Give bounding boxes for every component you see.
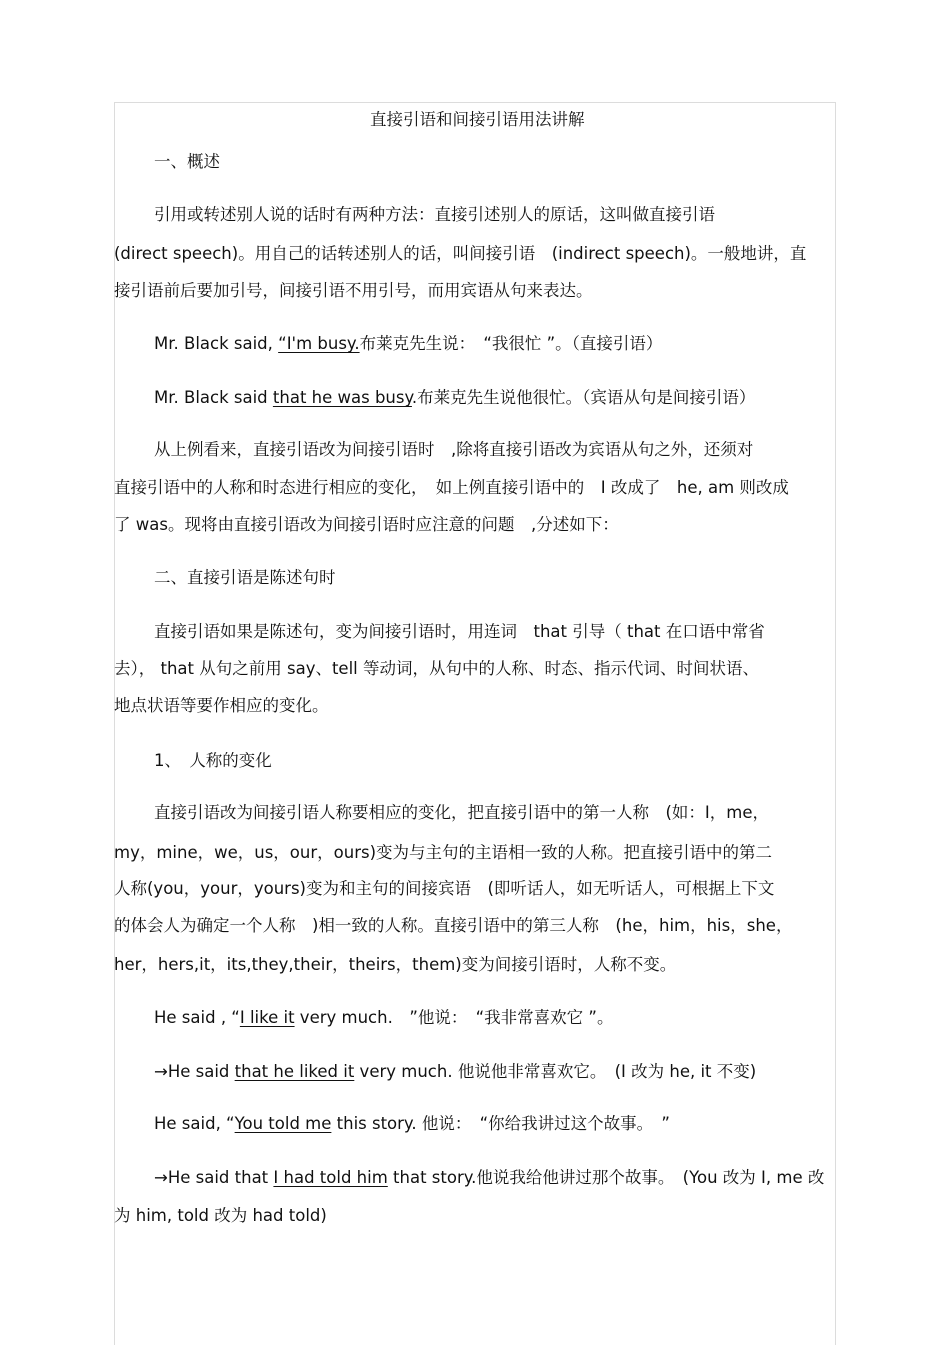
underlined-quote: “I'm busy.	[278, 334, 360, 353]
example-continuation: 为 him, told 改为 had told)	[114, 1206, 327, 1225]
example-text: this story. 他说： “你给我讲过这个故事。 ”	[331, 1114, 670, 1133]
example-text: Mr. Black said	[154, 388, 273, 407]
example-text: very much. 他说他非常喜欢它。 (I 改为 he, it 不变)	[354, 1062, 757, 1081]
paragraph-line: 直接引语改为间接引语人称要相应的变化，把直接引语中的第一人称 (如：I，me，	[154, 803, 770, 822]
example-line	[154, 1168, 824, 1188]
example-text: He said, “	[154, 1114, 235, 1133]
paragraph-line: 去）， that 从句之前用 say、tell 等动词，从句中的人称、时态、指示代词、时间状语、	[114, 659, 759, 678]
paragraph-line: 地点状语等要作相应的变化。	[114, 696, 329, 715]
example-direct-speech	[154, 334, 662, 354]
section-heading-overview: 一、概述	[154, 152, 220, 171]
underlined-clause: that he was busy	[272, 388, 412, 407]
paragraph-line: 了 was。现将由直接引语改为间接引语时应注意的问题 ,分述如下：	[114, 515, 619, 534]
example-text: that story.他说我给他讲过那个故事。 (You 改为 I, me 改	[387, 1168, 825, 1187]
paragraph-line: (direct speech)。用自己的话转述别人的话，叫间接引语 (indirect speech)。一般地讲，直	[114, 244, 807, 263]
example-text: He said , “	[154, 1008, 240, 1027]
example-text: →He said	[154, 1062, 235, 1081]
example-indirect-speech	[154, 388, 755, 408]
example-text: .布莱克先生说他很忙。（宾语从句是间接引语）	[411, 388, 756, 407]
paragraph-line: 直接引语中的人称和时态进行相应的变化， 如上例直接引语中的 I 改成了 he, am 则改成	[114, 478, 789, 497]
example-text: →He said that	[154, 1168, 274, 1187]
paragraph-line: 接引语前后要加引号，间接引语不用引号，而用宾语从句来表达。	[114, 281, 593, 300]
paragraph-line: her，hers,it，its,they,their，theirs，them)变为间接引语时，人称不变。	[114, 955, 677, 974]
example-line	[154, 1008, 613, 1028]
underlined-clause: that he liked it	[234, 1062, 355, 1081]
underlined-clause: I had told him	[273, 1168, 388, 1187]
example-text: Mr. Black said,	[154, 334, 279, 353]
section-heading-statement: 二、直接引语是陈述句时	[154, 568, 336, 587]
example-line	[154, 1114, 670, 1134]
paragraph-line: my，mine，we，us，our，ours)变为与主句的主语相一致的人称。把直接引语中的第二	[114, 843, 773, 862]
document-title: 直接引语和间接引语用法讲解	[370, 110, 585, 129]
paragraph-line: 引用或转述别人说的话时有两种方法：直接引述别人的原话，这叫做直接引语	[154, 205, 715, 224]
example-text: 布莱克先生说： “我很忙 ”。（直接引语）	[359, 334, 663, 353]
paragraph-line: 直接引语如果是陈述句，变为间接引语时，用连词 that 引导（ that 在口语中常省	[154, 622, 765, 641]
underlined-quote: You told me	[234, 1114, 332, 1133]
example-line	[154, 1062, 756, 1082]
paragraph-line: 从上例看来，直接引语改为间接引语时 ,除将直接引语改为宾语从句之外，还须对	[154, 440, 754, 459]
subsection-heading-person: 1、 人称的变化	[154, 751, 272, 770]
example-text: very much. ”他说： “我非常喜欢它 ”。	[294, 1008, 614, 1027]
paragraph-line: 的体会人为确定一个人称 )相一致的人称。直接引语中的第三人称 (he，him，his，she，	[114, 916, 793, 935]
underlined-quote: I like it	[239, 1008, 295, 1027]
paragraph-line: 人称(you，your，yours)变为和主句的间接宾语 (即听话人，如无听话人，可根据上下文	[114, 879, 775, 898]
